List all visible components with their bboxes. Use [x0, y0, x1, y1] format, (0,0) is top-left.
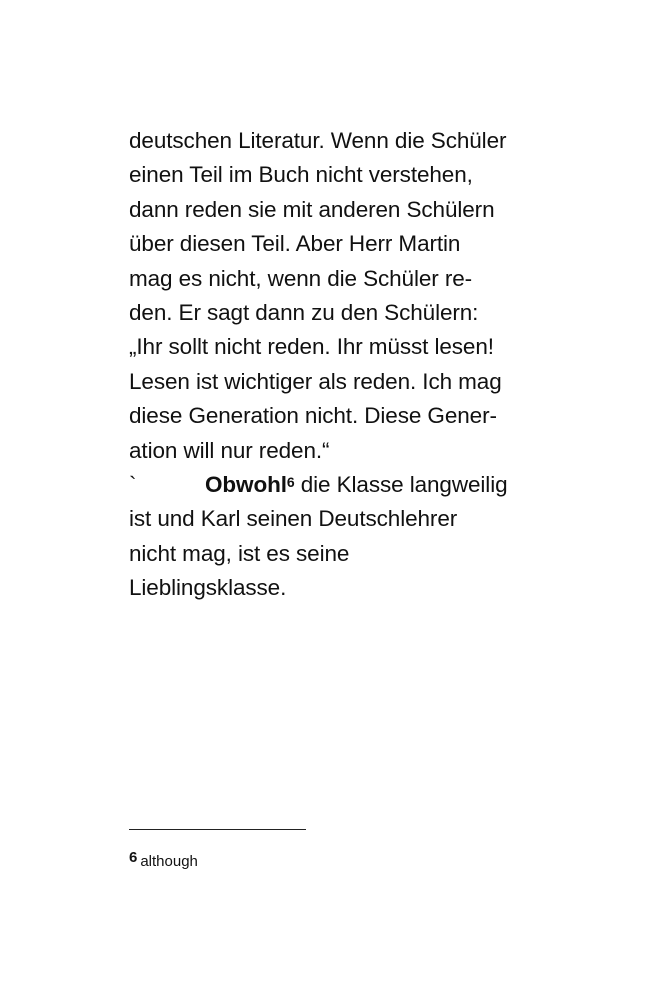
text-fragment: die Klasse langweilig [294, 472, 508, 498]
footnote-reference: 6 [286, 474, 295, 491]
footnote-number: 6 [129, 849, 138, 866]
text-line: Lesen ist wichtiger als reden. Ich mag [129, 368, 502, 394]
text-line: mag es nicht, wenn die Schüler re- [129, 265, 473, 291]
text-line: einen Teil im Buch nicht verstehen, [129, 162, 473, 188]
text-line: deutschen Literatur. Wenn die Schüler [129, 128, 507, 153]
footnote-divider [129, 829, 306, 830]
glossed-word: Obwohl [205, 472, 287, 498]
text-line: über diesen Teil. Aber Herr Martin [129, 231, 461, 257]
stray-backtick: ` [129, 472, 137, 498]
text-line: dann reden sie mit anderen Schülern [129, 196, 495, 222]
text-line: diese Generation nicht. Diese Gener- [129, 403, 497, 429]
text-line: ist und Karl seinen Deutschlehrer [129, 506, 458, 532]
text-line: „Ihr sollt nicht reden. Ihr müsst lesen! [129, 334, 494, 360]
footnote [129, 848, 198, 872]
text-line: Lieblingsklasse. [129, 575, 287, 601]
text-line: nicht mag, ist es seine [129, 540, 350, 566]
footnote-text: although [140, 853, 198, 870]
body-text [129, 124, 529, 606]
text-line: ation will nur reden.“ [129, 437, 330, 463]
text-line: den. Er sagt dann zu den Schülern: [129, 300, 479, 326]
paragraph2-first-line [129, 468, 529, 502]
